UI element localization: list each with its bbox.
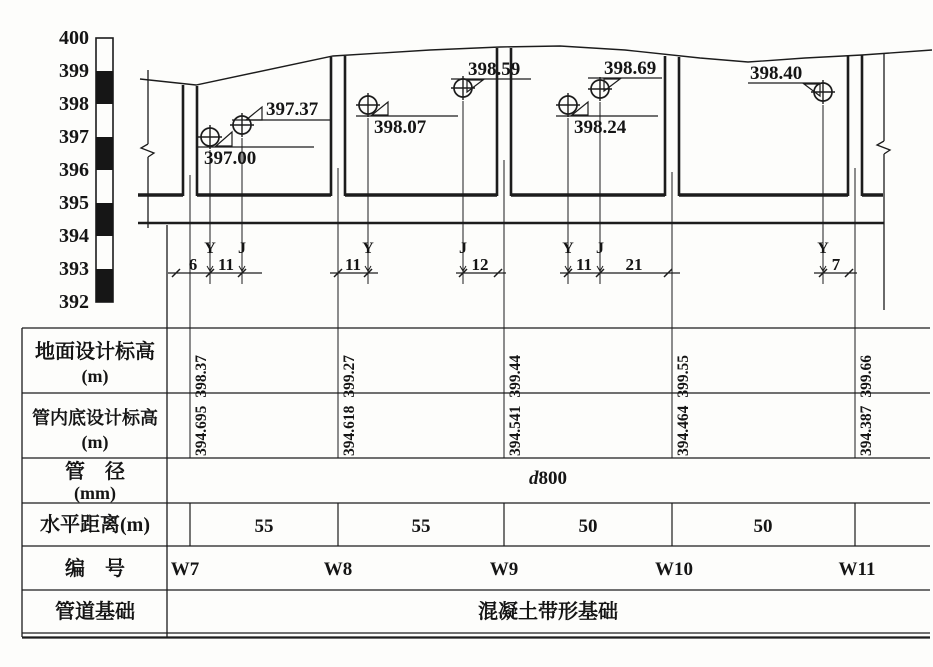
- manhole-id: W7: [170, 559, 200, 580]
- invert-elevation-value: 394.387: [858, 405, 875, 456]
- dimension-letter: Y: [817, 240, 829, 257]
- pipe-diameter-value: [529, 468, 567, 489]
- scale-tick: 396: [59, 159, 89, 181]
- row-header-pipe-diameter-unit: (mm): [74, 483, 116, 503]
- elevation-label: 397.37: [266, 99, 319, 120]
- left-break-line: [141, 70, 154, 228]
- well-marker: [451, 59, 531, 100]
- dimension-group-w10: [560, 240, 680, 277]
- well-marker: [588, 58, 662, 101]
- elevation-value-columns: [193, 355, 875, 456]
- elevation-label: 398.24: [574, 117, 627, 138]
- gauge-band: [96, 71, 113, 104]
- flag-triangle-icon: [572, 102, 588, 115]
- distance-value: 50: [578, 516, 598, 537]
- dimension-value: 11: [575, 255, 593, 274]
- gauge-band: [96, 269, 113, 302]
- well-marker: [230, 99, 330, 137]
- scale-tick: 400: [59, 27, 89, 49]
- dimension-value: 6: [188, 255, 198, 274]
- row-header-pipe-diameter: 管 径: [65, 461, 125, 483]
- manhole-id: W10: [655, 559, 693, 580]
- scale-tick-labels: [59, 27, 89, 313]
- elevation-label: 397.00: [204, 148, 257, 169]
- manhole-id: W8: [323, 559, 353, 580]
- scale-tick: 395: [59, 192, 89, 214]
- ground-elevation-value: 398.37: [193, 355, 210, 398]
- distance-values: [255, 516, 773, 537]
- dimension-value: 7: [831, 255, 841, 274]
- distance-value: 55: [254, 516, 274, 537]
- dimension-letter: J: [238, 240, 246, 257]
- dimension-value: 11: [217, 255, 235, 274]
- well-marker: [748, 63, 835, 104]
- right-break-line: [877, 53, 890, 310]
- table-row-headers: [32, 339, 158, 623]
- invert-elevation-value: 394.695: [193, 405, 210, 456]
- row-header-horizontal-distance: 水平距离(m): [40, 514, 150, 536]
- dimension-value: 21: [625, 255, 643, 274]
- elevation-label: 398.59: [468, 59, 521, 80]
- ground-elevation-value: 399.27: [341, 355, 358, 398]
- well-markers: [198, 58, 835, 169]
- row-header-id: 编 号: [65, 558, 125, 580]
- elevation-values-w10: [675, 355, 692, 456]
- dimension-letter: J: [459, 240, 467, 257]
- dimension-letter: Y: [204, 240, 216, 257]
- well-marker: [198, 125, 314, 169]
- dimension-group-w9: [456, 240, 506, 277]
- manhole-id-row: [171, 559, 876, 580]
- dimension-group-w8: [330, 240, 378, 277]
- invert-elevation-value: 394.618: [341, 405, 358, 456]
- well-centerlines: [210, 101, 823, 284]
- dimension-value: 12: [471, 255, 489, 274]
- elevation-label: 398.07: [374, 117, 427, 138]
- table-grid: [22, 225, 930, 638]
- well-marker: [556, 93, 658, 138]
- dimension-letter: Y: [362, 240, 374, 257]
- elevation-values-w8: [341, 355, 358, 456]
- invert-elevation-value: 394.464: [675, 405, 692, 456]
- row-header-invert-elevation: 管内底设计标高: [32, 408, 158, 428]
- flag-triangle-icon: [372, 102, 388, 115]
- scale-tick: 398: [59, 93, 89, 115]
- well-marker: [356, 93, 458, 138]
- ground-elevation-value: 399.55: [675, 355, 692, 398]
- elevation-label: 398.69: [604, 58, 657, 79]
- scale-tick: 399: [59, 60, 89, 82]
- ground-elevation-value: 399.44: [507, 355, 524, 398]
- foundation-value: 混凝土带形基础: [478, 601, 618, 623]
- manhole-id: W9: [489, 559, 519, 580]
- dimension-group-w11: [814, 240, 857, 277]
- staff-gauge: [96, 38, 113, 302]
- elevation-values-w11: [858, 355, 875, 456]
- elevation-values-w7: [193, 355, 210, 456]
- row-header-ground-elevation: 地面设计标高: [35, 341, 155, 363]
- dimension-letter: J: [596, 240, 604, 257]
- gauge-band: [96, 203, 113, 236]
- gauge-band: [96, 137, 113, 170]
- scale-tick: 393: [59, 258, 89, 280]
- distance-value: 55: [411, 516, 431, 537]
- elevation-values-w9: [507, 355, 524, 456]
- diameter-symbol: d: [529, 468, 539, 489]
- manhole-id: W11: [838, 559, 876, 580]
- row-header-ground-elevation-unit: (m): [81, 366, 109, 386]
- diameter-number: 800: [538, 468, 567, 489]
- invert-elevation-value: 394.541: [507, 405, 524, 456]
- scale-tick: 394: [59, 225, 89, 247]
- row-header-pipe-foundation: 管道基础: [55, 601, 135, 623]
- distance-value: 50: [753, 516, 773, 537]
- flag-triangle-icon: [246, 107, 262, 120]
- dimension-group-w7: [168, 240, 262, 277]
- elevation-label: 398.40: [750, 63, 803, 84]
- ground-line: [140, 46, 932, 85]
- dimension-value: 11: [344, 255, 362, 274]
- scale-tick: 397: [59, 126, 89, 148]
- scale-tick: 392: [59, 291, 89, 313]
- dimension-letter: Y: [562, 240, 574, 257]
- ground-elevation-value: 399.66: [858, 355, 875, 398]
- row-header-invert-elevation-unit: (m): [81, 432, 109, 452]
